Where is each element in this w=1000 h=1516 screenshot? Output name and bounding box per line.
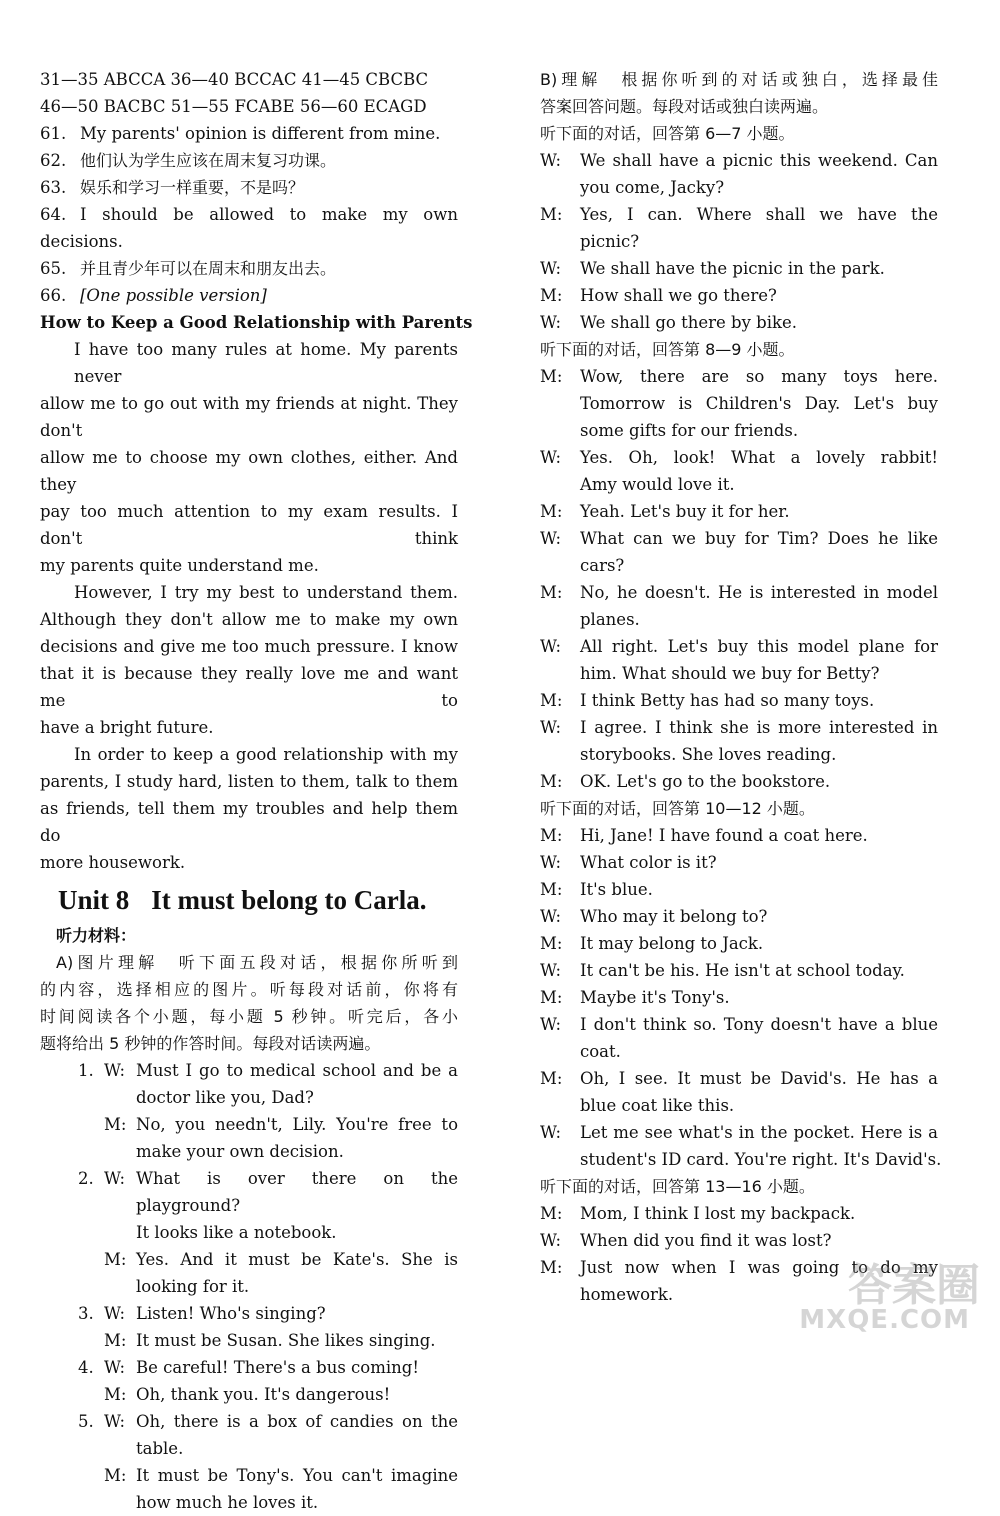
speaker-spacer	[540, 417, 580, 444]
speaker-label: W:	[540, 313, 562, 332]
essay-line: that it is because they really love me and want me to	[40, 664, 458, 710]
dialogue-text: Yes. Oh, look! What a lovely rabbit!	[580, 448, 938, 467]
dialogue-line	[40, 1462, 458, 1489]
speaker-label: M:	[540, 880, 563, 899]
section-a-instruction: 题将给出 5 秒钟的作答时间。每段对话读两遍。	[40, 1034, 381, 1053]
dialogue-text: What is over there on the playground?	[136, 1169, 458, 1215]
dialogue-line	[540, 255, 938, 282]
dialogue-line	[540, 714, 938, 741]
watermark-en: MXQE.COM	[799, 1305, 970, 1335]
dialogue-text: No, you needn't, Lily. You're free to	[136, 1115, 458, 1134]
dialogue-line	[40, 1138, 458, 1165]
speaker-label: W:	[104, 1061, 126, 1080]
essay-line: have a bright future.	[40, 718, 214, 737]
dialogue-line	[540, 444, 938, 471]
dialogue-text: homework.	[580, 1285, 674, 1304]
dialogue-text: It must be Tony's. You can't imagine	[136, 1466, 458, 1485]
essay-line: as friends, tell them my troubles and help them do	[40, 799, 458, 845]
item-number: 66.	[40, 286, 67, 305]
answer-item	[40, 255, 458, 282]
dialogue-line	[540, 606, 938, 633]
unit-number: Unit 8	[58, 885, 130, 915]
item-text: 并且青少年可以在周末和朋友出去。	[80, 259, 337, 278]
dialogue-text: It may belong to Jack.	[580, 934, 764, 953]
answer-item	[40, 147, 458, 174]
speaker-spacer	[540, 174, 580, 201]
speaker-label: W:	[540, 529, 562, 548]
dialogue-text: It looks like a notebook.	[136, 1223, 337, 1242]
dialogue-text: him. What should we buy for Betty?	[580, 664, 880, 683]
section-b-instruction: B)理解 根据你听到的对话或独白，选择最佳	[540, 70, 938, 89]
dialogue-line	[540, 1146, 942, 1173]
speaker-label: M:	[104, 1250, 127, 1269]
dialogue-text: Amy would love it.	[580, 475, 735, 494]
section-b-instruction: 答案回答问题。每段对话或独白读两遍。	[540, 97, 829, 116]
dialogue-line	[540, 903, 938, 930]
dialogue-text: We shall have the picnic in the park.	[580, 259, 885, 278]
speaker-label: M:	[540, 1069, 563, 1088]
dialogue-text: Yeah. Let's buy it for her.	[580, 502, 790, 521]
dialogue-line	[540, 1065, 938, 1092]
speaker-label: M:	[104, 1466, 127, 1485]
speaker-label: M:	[540, 934, 563, 953]
essay-title: How to Keep a Good Relationship with Parents	[40, 313, 473, 332]
dialogue-line	[540, 768, 938, 795]
answer-line: 31—35 ABCCA 36—40 BCCAC 41—45 CBCBC	[40, 70, 429, 89]
dialogue-text: When did you find it was lost?	[580, 1231, 832, 1250]
dialogue-text: you come, Jacky?	[580, 178, 725, 197]
group-heading: 听下面的对话，回答第 6—7 小题。	[540, 124, 795, 143]
dialogue-text: It must be Susan. She likes singing.	[136, 1331, 436, 1350]
dialogue-line	[540, 363, 938, 390]
dialogue-line	[540, 174, 938, 201]
dialogue-line	[540, 309, 938, 336]
dialogue-text: It can't be his. He isn't at school today.	[580, 961, 905, 980]
speaker-spacer	[540, 390, 580, 417]
speaker-label: M:	[540, 583, 563, 602]
dialogue-text: Must I go to medical school and be a	[136, 1061, 458, 1080]
speaker-label: W:	[540, 718, 562, 737]
dialogue-line	[540, 633, 938, 660]
dialogue-line	[540, 930, 938, 957]
dialogue-line	[540, 417, 938, 444]
speaker-label: W:	[104, 1304, 126, 1323]
dialogue-line	[40, 1489, 458, 1516]
dialogue-line	[540, 741, 938, 768]
speaker-label: W:	[540, 1123, 562, 1142]
item-text: My parents' opinion is different from mine.	[80, 124, 441, 143]
dialogue-line	[540, 687, 938, 714]
dialogue-line	[40, 1111, 458, 1138]
speaker-label: M:	[104, 1331, 127, 1350]
essay-line: decisions and give me too much pressure. I know	[40, 637, 458, 656]
dialogue-text: Who may it belong to?	[580, 907, 768, 926]
dialogue-line	[540, 1119, 938, 1146]
dialogue-text: What color is it?	[580, 853, 717, 872]
speaker-label: W:	[104, 1169, 126, 1188]
dialogue-text: blue coat like this.	[580, 1096, 735, 1115]
dialogue-line	[540, 201, 938, 228]
dialogue-text: table.	[136, 1439, 184, 1458]
speaker-label: W:	[540, 637, 562, 656]
dialogue-line	[40, 1300, 458, 1327]
dialogue-text: storybooks. She loves reading.	[580, 745, 837, 764]
dialogue-text: Just now when I was going to do my	[580, 1258, 938, 1277]
dialogue-line	[540, 660, 938, 687]
group-heading: 听下面的对话，回答第 8—9 小题。	[540, 340, 795, 359]
group-heading: 听下面的对话，回答第 13—16 小题。	[540, 1177, 815, 1196]
dialogue-number: 5.	[78, 1412, 94, 1431]
item-number: 65.	[40, 259, 67, 278]
dialogue-text: Yes, I can. Where shall we have the	[580, 205, 938, 224]
speaker-label: W:	[540, 961, 562, 980]
speaker-spacer	[104, 1489, 136, 1516]
dialogue-line	[40, 1246, 458, 1273]
dialogue-line	[40, 1408, 458, 1435]
speaker-label: W:	[540, 151, 562, 170]
dialogue-line	[540, 390, 938, 417]
speaker-label: W:	[540, 907, 562, 926]
dialogue-text: Wow, there are so many toys here.	[580, 367, 938, 386]
dialogue-text: Maybe it's Tony's.	[580, 988, 730, 1007]
speaker-spacer	[104, 1273, 136, 1300]
dialogue-text: I agree. I think she is more interested in	[580, 718, 938, 737]
speaker-label: M:	[540, 286, 563, 305]
essay-line: allow me to go out with my friends at night. They don't	[40, 394, 458, 440]
speaker-spacer	[540, 660, 580, 687]
dialogue-text: Be careful! There's a bus coming!	[136, 1358, 419, 1377]
essay-line: In order to keep a good relationship with my	[74, 745, 458, 764]
answer-item	[40, 174, 458, 201]
speaker-spacer	[540, 228, 580, 255]
dialogue-text: planes.	[580, 610, 640, 629]
speaker-spacer	[540, 1146, 580, 1173]
speaker-spacer	[104, 1435, 136, 1462]
dialogue-line	[540, 471, 938, 498]
answer-line: 46—50 BACBC 51—55 FCABE 56—60 ECAGD	[40, 97, 427, 116]
dialogue-text: Listen! Who's singing?	[136, 1304, 326, 1323]
dialogue-text: cars?	[580, 556, 625, 575]
unit-name: It must belong to Carla.	[151, 885, 427, 915]
dialogue-number: 4.	[78, 1358, 94, 1377]
speaker-label: W:	[540, 448, 562, 467]
speaker-spacer	[104, 1084, 136, 1111]
dialogue-line	[40, 1435, 458, 1462]
dialogue-line	[540, 1092, 938, 1119]
dialogue-text: coat.	[580, 1042, 621, 1061]
item-text: I should be allowed to make my own	[80, 205, 458, 224]
essay-line: more housework.	[40, 853, 186, 872]
speaker-label: M:	[540, 826, 563, 845]
dialogue-line	[540, 282, 938, 309]
speaker-label: M:	[540, 691, 563, 710]
dialogue-number: 3.	[78, 1304, 94, 1323]
answer-item	[40, 120, 458, 147]
dialogue-text: We shall have a picnic this weekend. Can	[580, 151, 938, 170]
dialogue-line	[540, 1011, 938, 1038]
dialogue-line	[540, 984, 938, 1011]
dialogue-line	[40, 1084, 458, 1111]
dialogue-line	[540, 498, 938, 525]
unit-title	[58, 880, 458, 920]
essay-line: pay too much attention to my exam results. I don't think	[40, 502, 458, 548]
speaker-label: M:	[540, 988, 563, 1007]
section-a-instruction: A)图片理解 听下面五段对话，根据你所听到	[56, 953, 458, 972]
dialogue-text: All right. Let's buy this model plane for	[580, 637, 938, 656]
dialogue-text: No, he doesn't. He is interested in model	[580, 583, 938, 602]
dialogue-line	[540, 147, 938, 174]
essay-line: Although they don't allow me to make my own	[40, 610, 458, 629]
item-number: 63.	[40, 178, 67, 197]
dialogue-text: doctor like you, Dad?	[136, 1088, 314, 1107]
speaker-spacer	[104, 1219, 136, 1246]
item-text: [One possible version]	[80, 286, 267, 305]
speaker-spacer	[540, 1038, 580, 1065]
speaker-spacer	[540, 471, 580, 498]
speaker-label: W:	[540, 259, 562, 278]
dialogue-text: some gifts for our friends.	[580, 421, 799, 440]
dialogue-line	[40, 1057, 458, 1084]
dialogue-line	[540, 1038, 938, 1065]
item-text-cont: decisions.	[40, 232, 123, 251]
dialogue-line	[540, 957, 938, 984]
speaker-spacer	[540, 552, 580, 579]
speaker-label: M:	[540, 1258, 563, 1277]
dialogue-text: Yes. And it must be Kate's. She is	[136, 1250, 458, 1269]
dialogue-line	[40, 1381, 458, 1408]
right-column	[540, 66, 942, 1308]
item-text: 他们认为学生应该在周末复习功课。	[80, 151, 337, 170]
dialogue-text: I think Betty has had so many toys.	[580, 691, 875, 710]
essay-line: my parents quite understand me.	[40, 556, 319, 575]
speaker-label: M:	[104, 1385, 127, 1404]
dialogue-text: make your own decision.	[136, 1142, 344, 1161]
speaker-label: W:	[540, 1015, 562, 1034]
dialogue-text: looking for it.	[136, 1277, 250, 1296]
dialogue-line	[40, 1327, 458, 1354]
left-column	[40, 66, 473, 1516]
watermark-logo	[795, 1249, 980, 1335]
speaker-label: M:	[540, 1204, 563, 1223]
speaker-label: W:	[104, 1358, 126, 1377]
dialogue-text: What can we buy for Tim? Does he like	[580, 529, 938, 548]
dialogue-line	[540, 579, 938, 606]
speaker-label: W:	[540, 1231, 562, 1250]
dialogue-number: 2.	[78, 1169, 94, 1188]
dialogue-line	[540, 552, 938, 579]
speaker-label: M:	[540, 772, 563, 791]
dialogue-text: Let me see what's in the pocket. Here is a	[580, 1123, 938, 1142]
speaker-label: M:	[540, 205, 563, 224]
dialogue-text: Hi, Jane! I have found a coat here.	[580, 826, 868, 845]
essay-line: allow me to choose my own clothes, either. And they	[40, 448, 458, 494]
dialogue-line	[40, 1273, 458, 1300]
dialogue-text: I don't think so. Tony doesn't have a blue	[580, 1015, 938, 1034]
section-a-instruction: 的内容，选择相应的图片。听每段对话前，你将有	[40, 980, 458, 999]
answer-item	[40, 201, 458, 228]
speaker-label: M:	[540, 367, 563, 386]
speaker-label: W:	[540, 853, 562, 872]
dialogue-line	[540, 525, 938, 552]
section-a-instruction: 时间阅读各个小题，每小题 5 秒钟。听完后，各小	[40, 1007, 458, 1026]
dialogue-text: Oh, I see. It must be David's. He has a	[580, 1069, 938, 1088]
speaker-spacer	[104, 1138, 136, 1165]
dialogue-line	[540, 228, 938, 255]
speaker-spacer	[540, 606, 580, 633]
dialogue-text: OK. Let's go to the bookstore.	[580, 772, 831, 791]
dialogue-line	[40, 1219, 458, 1246]
dialogue-text: picnic?	[580, 232, 640, 251]
answer-item	[40, 282, 458, 309]
essay-line: However, I try my best to understand them.	[74, 583, 458, 602]
dialogue-line	[540, 1200, 938, 1227]
dialogue-line	[540, 876, 938, 903]
speaker-spacer	[540, 1092, 580, 1119]
speaker-label: M:	[104, 1115, 127, 1134]
dialogue-line	[40, 1354, 458, 1381]
dialogue-text: Oh, thank you. It's dangerous!	[136, 1385, 391, 1404]
dialogue-line	[540, 822, 938, 849]
dialogue-line	[40, 1165, 458, 1219]
speaker-spacer	[540, 1281, 580, 1308]
listening-label: 听力材料：	[56, 926, 137, 945]
dialogue-text: It's blue.	[580, 880, 653, 899]
dialogue-text: Oh, there is a box of candies on the	[136, 1412, 458, 1431]
essay-line: I have too many rules at home. My parents never	[74, 340, 458, 386]
dialogue-text: student's ID card. You're right. It's David's.	[580, 1150, 942, 1169]
watermark-cn: 答案圈	[848, 1260, 980, 1311]
item-number: 64.	[40, 205, 67, 224]
group-heading: 听下面的对话，回答第 10—12 小题。	[540, 799, 815, 818]
speaker-label: W:	[104, 1412, 126, 1431]
dialogue-text: Mom, I think I lost my backpack.	[580, 1204, 856, 1223]
item-number: 62.	[40, 151, 67, 170]
dialogue-text: how much he loves it.	[136, 1493, 319, 1512]
speaker-spacer	[540, 741, 580, 768]
dialogue-text: How shall we go there?	[580, 286, 777, 305]
dialogue-text: Tomorrow is Children's Day. Let's buy	[580, 394, 938, 413]
speaker-label: M:	[540, 502, 563, 521]
essay-line: parents, I study hard, listen to them, talk to them	[40, 772, 458, 791]
dialogue-line	[540, 849, 938, 876]
dialogue-number: 1.	[78, 1061, 94, 1080]
item-text: 娱乐和学习一样重要，不是吗？	[80, 178, 305, 197]
dialogue-text: We shall go there by bike.	[580, 313, 797, 332]
item-number: 61.	[40, 124, 67, 143]
